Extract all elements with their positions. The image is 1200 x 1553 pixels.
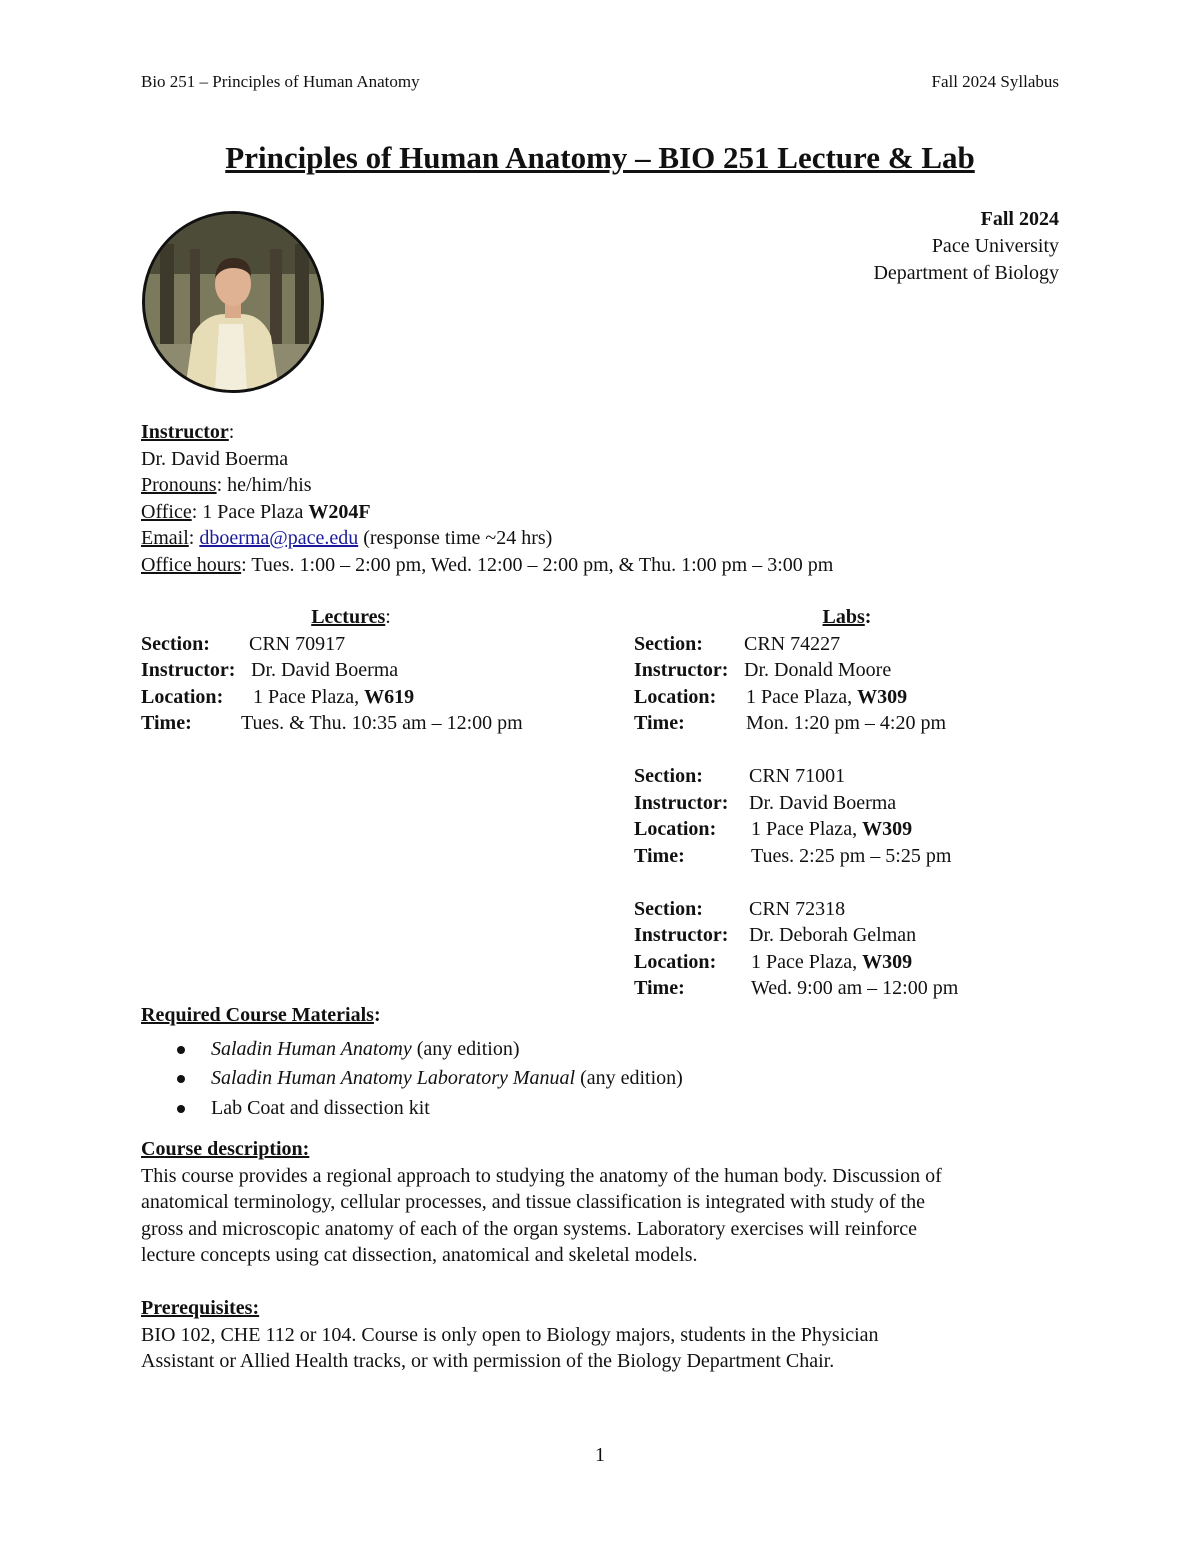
- bullet-icon: [177, 1046, 185, 1054]
- materials-section: Required Course Materials: Saladin Human Anatomy (any edition) Saladin Human Anatomy Laboratory Manual (any edition) Lab Coat and dissection kit: [141, 1002, 683, 1124]
- lab-room: W309: [857, 685, 908, 708]
- office-prefix: 1 Pace Plaza: [202, 500, 304, 523]
- material-note: Lab Coat and dissection kit: [211, 1096, 430, 1119]
- instructor-photo-image: [145, 214, 321, 390]
- email-note: (response time ~24 hrs): [363, 527, 553, 549]
- lectures-column: Lectures: Section: CRN 70917 Instructor: Dr. David Boerma Location: 1 Pace Plaza, W619 Time: Tues. & Thu. 10:35 am – 12:00 pm: [141, 604, 561, 737]
- lecture-instructor: Dr. David Boerma: [251, 659, 399, 681]
- instructor-info: Instructor: Dr. David Boerma Pronouns: he/him/his Office: 1 Pace Plaza W204F Email: dboerma@pace.edu (response time ~24 hrs) Office hours: Tues. 1:00 – 2:00 pm, Wed. 12:00 – 2:00 pm, & Thu. 1:00 pm – 3:00 pm: [141, 421, 834, 576]
- label-location: Location: [634, 685, 710, 708]
- material-note: (any edition): [580, 1067, 683, 1089]
- office-room: W204F: [308, 500, 371, 523]
- prerequisites-line: BIO 102, CHE 112 or 104. Course is only open to Biology majors, students in the Physician: [141, 1323, 879, 1346]
- lecture-crn: CRN 70917: [249, 632, 346, 655]
- lab-section-1: Section: CRN 74227 Instructor: Dr. Donald Moore Location: 1 Pace Plaza, W309 Time: Mon. 1:20 pm – 4:20 pm: [634, 631, 1060, 737]
- material-title: Saladin Human Anatomy: [211, 1037, 412, 1060]
- description-line: lecture concepts using cat dissection, anatomical and skeletal models.: [141, 1244, 698, 1266]
- office-hours-label: Office hours: [141, 553, 242, 576]
- office-hours-value: Tues. 1:00 – 2:00 pm, Wed. 12:00 – 2:00 pm, & Thu. 1:00 pm – 3:00 pm: [251, 553, 834, 576]
- lecture-time: Tues. & Thu. 10:35 am – 12:00 pm: [241, 712, 523, 734]
- description-line: gross and microscopic anatomy of each of the organ systems. Laboratory exercises will reinforce: [141, 1217, 918, 1240]
- lab-time: Wed. 9:00 am – 12:00 pm: [751, 977, 959, 999]
- label-location: Location: [634, 818, 710, 840]
- labs-column: Labs: Section: CRN 74227 Instructor: Dr. Donald Moore Location: 1 Pace Plaza, W309 Time: Mon. 1:20 pm – 4:20 pm Section: CRN 71001 Instructor: Dr. David Boerma Location: 1 Pace Plaza, W309 Time: Tues. 2:25 pm – 5:25 pm Section: CRN 72318 Instructor: Dr. Deborah Gelman Location: 1 Pace Plaza, W309 Time: Wed. 9:00 am – 12:00 pm: [634, 604, 1060, 1002]
- label-section: Section: [634, 765, 697, 787]
- lectures-heading: Lectures: [311, 606, 386, 628]
- course-term-block: [873, 206, 1059, 287]
- university: Pace University: [931, 235, 1059, 257]
- label-instructor: Instructor: [634, 924, 722, 946]
- lab-instructor: Dr. Donald Moore: [744, 659, 892, 681]
- prerequisites-line: Assistant or Allied Health tracks, or with permission of the Biology Department Chair.: [141, 1350, 835, 1372]
- label-time: Time: [634, 977, 679, 999]
- label-time: Time: [634, 712, 679, 734]
- label-location: Location: [141, 685, 217, 708]
- label-section: Section: [634, 897, 697, 920]
- label-time: Time: [141, 712, 186, 734]
- department: Department of Biology: [873, 262, 1059, 284]
- lab-instructor: Dr. Deborah Gelman: [749, 924, 917, 946]
- label-instructor: Instructor: [141, 659, 229, 681]
- prerequisites-heading: Prerequisites:: [141, 1297, 260, 1319]
- description-line: This course provides a regional approach to studying the anatomy of the human body. Discussion of: [141, 1164, 942, 1187]
- lab-room: W309: [862, 818, 913, 840]
- email-label: Email: [141, 527, 189, 549]
- pronouns-value: he/him/his: [227, 474, 312, 496]
- bullet-icon: [177, 1075, 185, 1083]
- lecture-room: W619: [364, 685, 415, 708]
- lab-location: 1 Pace Plaza,: [751, 950, 858, 973]
- lab-instructor: Dr. David Boerma: [749, 791, 897, 814]
- lab-time: Mon. 1:20 pm – 4:20 pm: [746, 712, 947, 734]
- running-header-left: Bio 251 – Principles of Human Anatomy: [141, 72, 420, 91]
- instructor-name: Dr. David Boerma: [141, 447, 289, 470]
- lecture-location: 1 Pace Plaza,: [253, 685, 360, 708]
- list-item: [141, 1065, 683, 1095]
- bullet-icon: [177, 1105, 185, 1113]
- label-time: Time: [634, 844, 679, 867]
- lab-time: Tues. 2:25 pm – 5:25 pm: [751, 844, 952, 867]
- description-heading: Course description:: [141, 1138, 310, 1160]
- page-number: 1: [595, 1444, 605, 1466]
- lab-crn: CRN 72318: [749, 897, 846, 920]
- office-label: Office: [141, 500, 192, 523]
- lab-crn: CRN 71001: [749, 765, 846, 787]
- lab-section-3: Section: CRN 72318 Instructor: Dr. Deborah Gelman Location: 1 Pace Plaza, W309 Time: Wed. 9:00 am – 12:00 pm: [634, 896, 1060, 1002]
- materials-heading: Required Course Materials: [141, 1004, 374, 1026]
- instructor-photo: [142, 211, 324, 393]
- page-title: Principles of Human Anatomy – BIO 251 Lecture & Lab: [225, 140, 975, 175]
- lab-location: 1 Pace Plaza,: [746, 685, 853, 708]
- label-instructor: Instructor: [634, 659, 722, 681]
- description-line: anatomical terminology, cellular processes, and tissue classification is integrated with study of the: [141, 1191, 926, 1213]
- email-link[interactable]: dboerma@pace.edu: [199, 527, 359, 549]
- material-title: Saladin Human Anatomy Laboratory Manual: [211, 1067, 576, 1089]
- course-description: [141, 1136, 1061, 1269]
- lab-section-2: Section: CRN 71001 Instructor: Dr. David Boerma Location: 1 Pace Plaza, W309 Time: Tues. 2:25 pm – 5:25 pm: [634, 763, 1060, 869]
- lab-location: 1 Pace Plaza,: [751, 818, 858, 840]
- label-section: Section: [141, 632, 204, 655]
- running-header-right: Fall 2024 Syllabus: [931, 72, 1059, 91]
- list-item: [141, 1095, 683, 1125]
- material-note: (any edition): [416, 1037, 520, 1060]
- lab-crn: CRN 74227: [744, 632, 841, 655]
- materials-list: [141, 1036, 683, 1125]
- lab-room: W309: [862, 950, 913, 973]
- label-section: Section: [634, 632, 697, 655]
- labs-heading: Labs: [822, 606, 865, 628]
- label-location: Location: [634, 950, 710, 973]
- semester: Fall 2024: [980, 208, 1059, 230]
- prerequisites: [141, 1295, 1061, 1375]
- pronouns-label: Pronouns: [141, 474, 217, 496]
- instructor-heading: Instructor: [141, 421, 229, 443]
- list-item: [141, 1036, 683, 1066]
- label-instructor: Instructor: [634, 791, 722, 814]
